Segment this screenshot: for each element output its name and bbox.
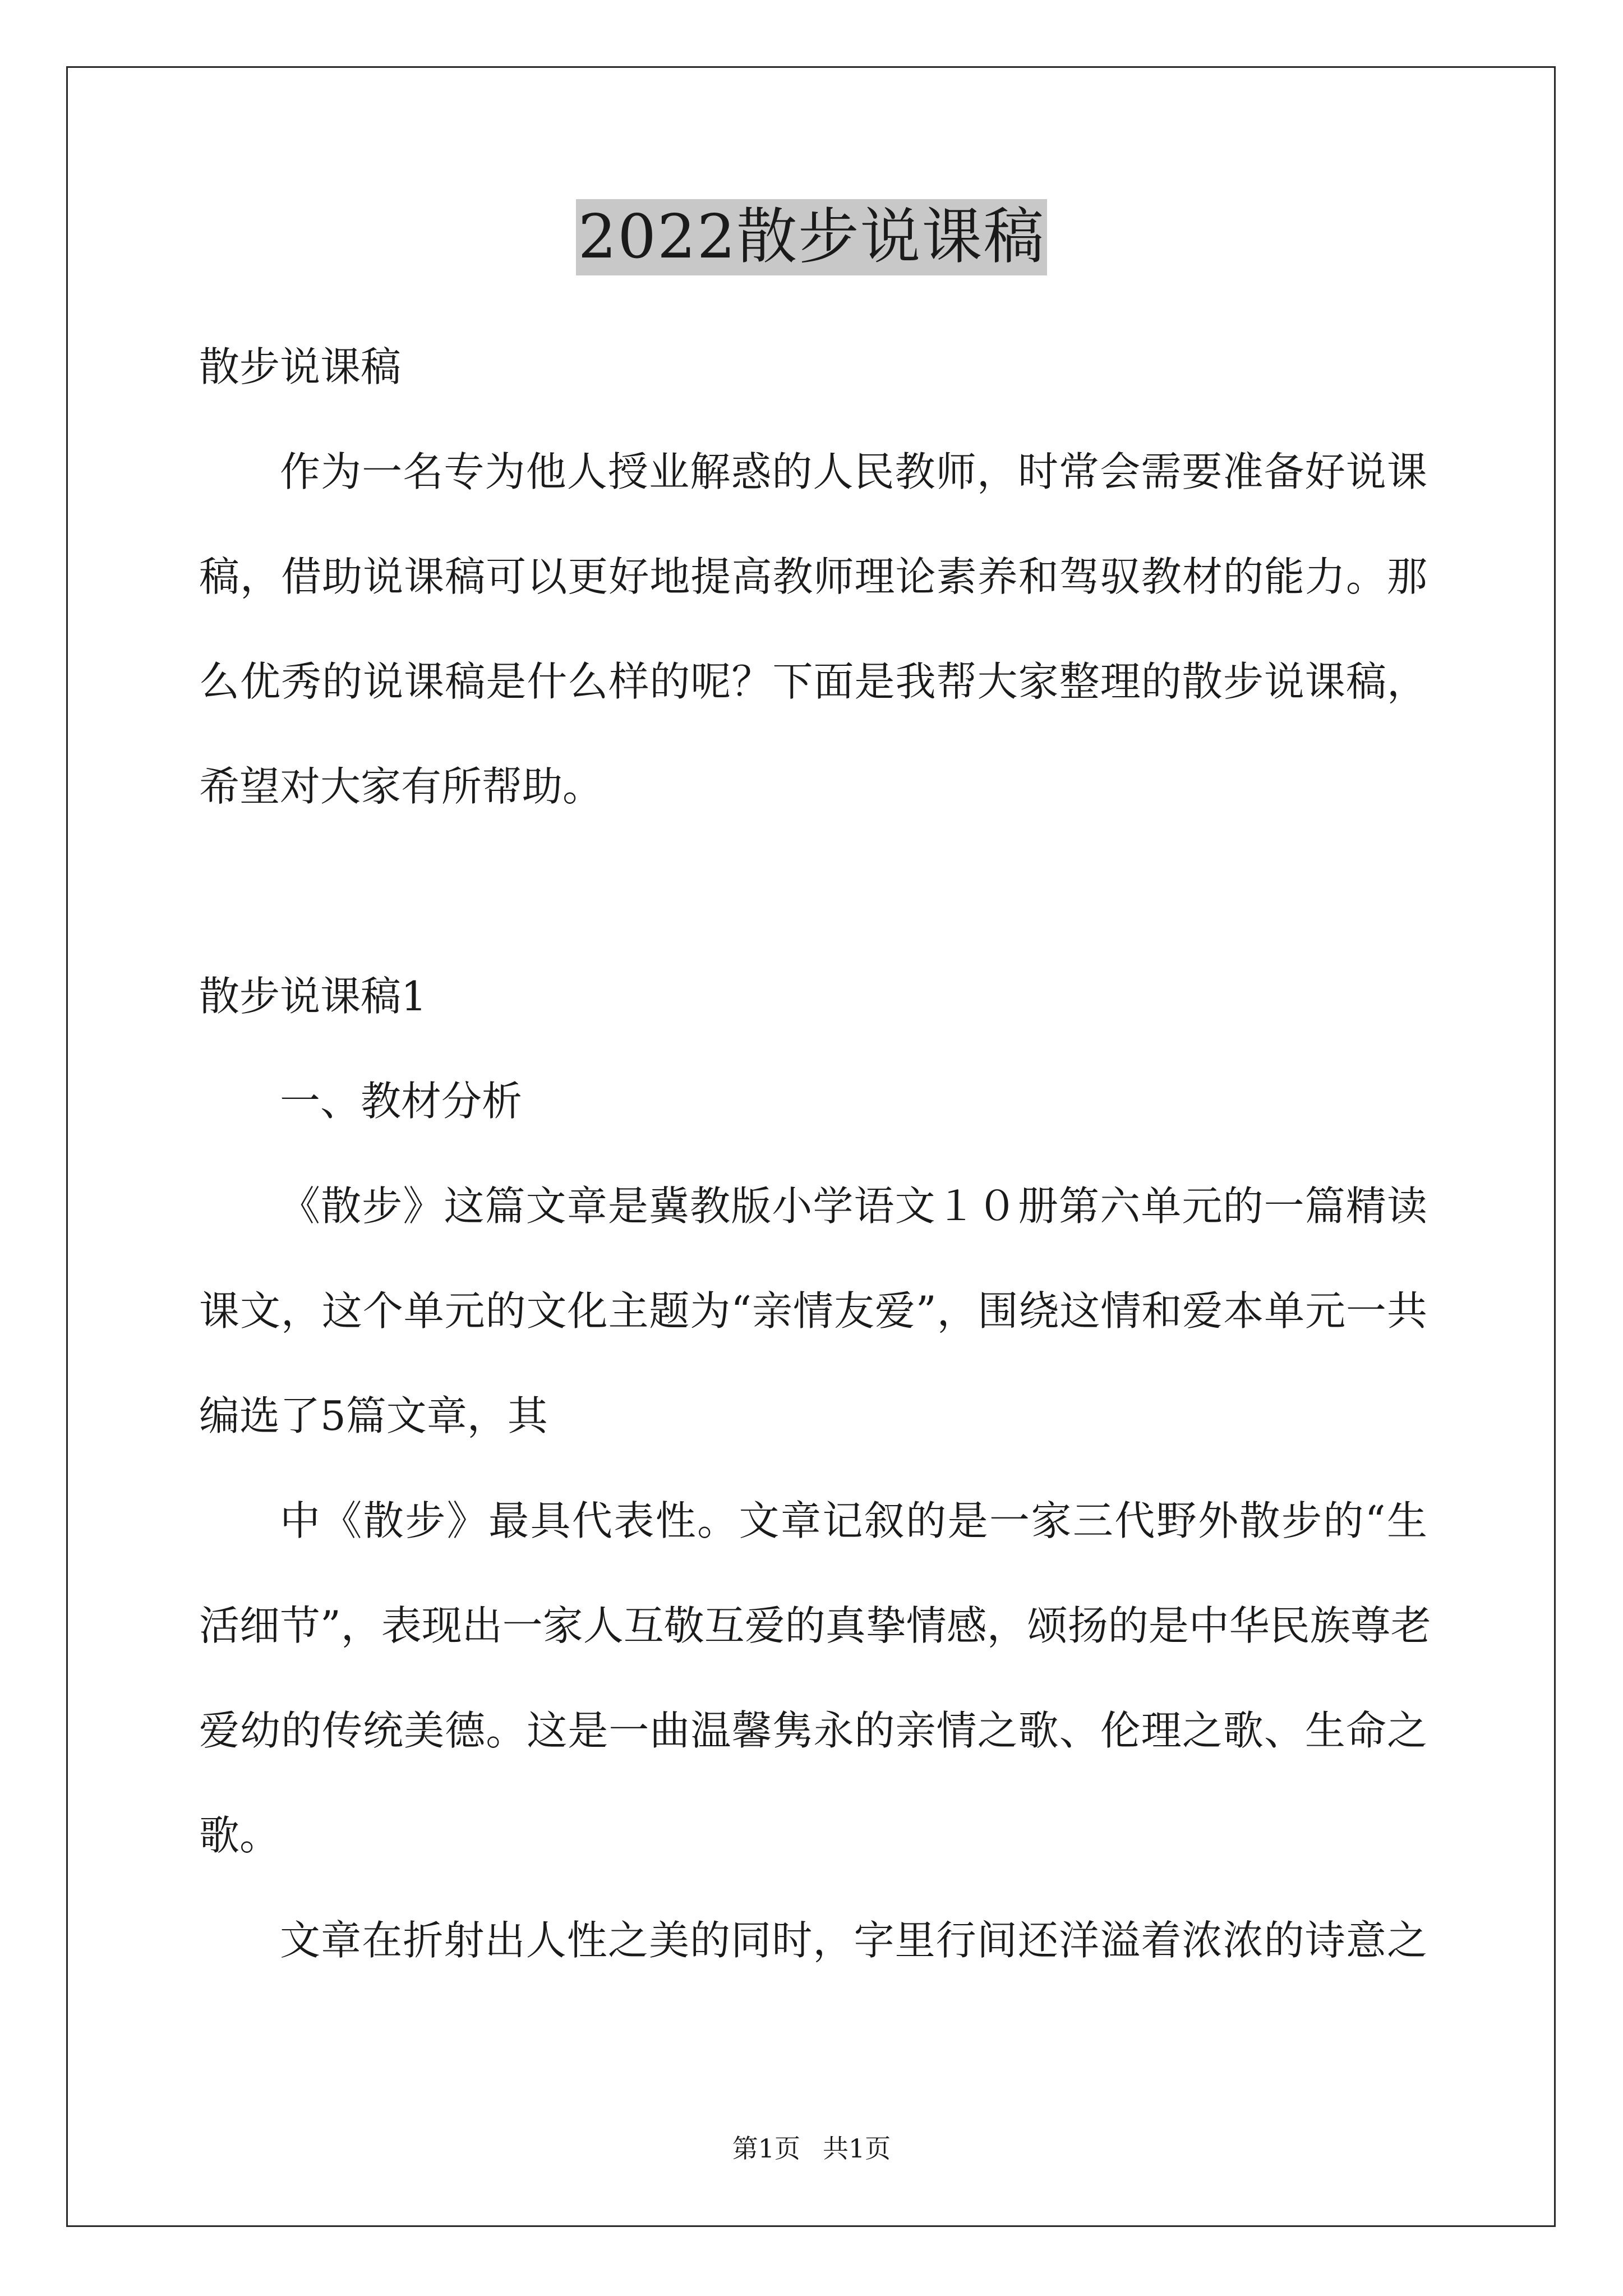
paragraph-line: 中《散步》最具代表性。文章记叙的是一家三代野外散步的“生 bbox=[280, 1497, 1427, 1544]
section-heading: 散步说课稿 bbox=[199, 343, 402, 390]
page-number: 第1页 bbox=[732, 2133, 800, 2164]
subsection-heading: 一、教材分析 bbox=[280, 1078, 523, 1125]
section-heading: 散步说课稿1 bbox=[199, 973, 427, 1020]
page-total: 共1页 bbox=[823, 2133, 891, 2164]
page-footer bbox=[0, 2132, 1623, 2165]
paragraph-line: 作为一名专为他人授业解惑的人民教师，时常会需要准备好说课 bbox=[280, 448, 1427, 495]
paragraph-line: 稿，借助说课稿可以更好地提高教师理论素养和驾驭教材的能力。那 bbox=[199, 553, 1427, 600]
paragraph-line: 《散步》这篇文章是冀教版小学语文１０册第六单元的一篇精读 bbox=[280, 1182, 1427, 1230]
paragraph-line: 歌。 bbox=[199, 1812, 280, 1859]
paragraph-line: 课文，这个单元的文化主题为“亲情友爱”，围绕这情和爱本单元一共 bbox=[199, 1287, 1427, 1335]
document-body bbox=[199, 337, 1431, 2015]
document-title: 2022散步说课稿 bbox=[576, 199, 1048, 275]
paragraph-line: 编选了5篇文章，其 bbox=[199, 1392, 548, 1439]
paragraph-line: 文章在折射出人性之美的同时，字里行间还洋溢着浓浓的诗意之 bbox=[280, 1917, 1427, 1964]
title-container bbox=[0, 199, 1623, 275]
paragraph-line: 爱幼的传统美德。这是一曲温馨隽永的亲情之歌、伦理之歌、生命之 bbox=[199, 1707, 1427, 1754]
paragraph-line: 活细节”，表现出一家人互敬互爱的真挚情感，颂扬的是中华民族尊老 bbox=[199, 1602, 1431, 1649]
paragraph-line: 么优秀的说课稿是什么样的呢？下面是我帮大家整理的散步说课稿， bbox=[199, 658, 1427, 705]
paragraph-line: 希望对大家有所帮助。 bbox=[199, 763, 603, 810]
